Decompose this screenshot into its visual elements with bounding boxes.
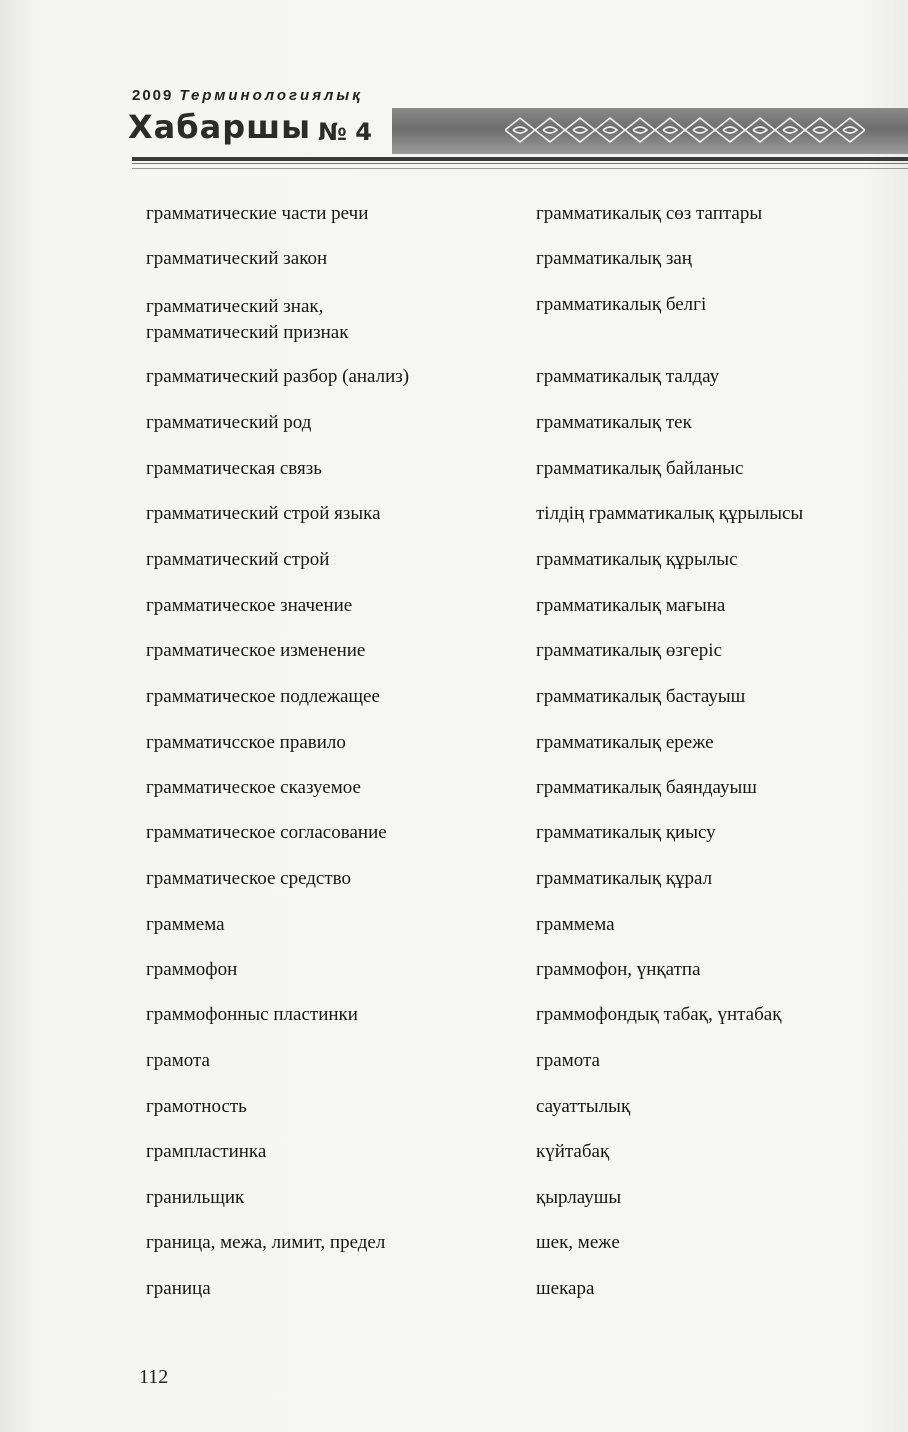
header-rule-thin bbox=[132, 168, 908, 169]
entry-ru: грамматический знак, грамматический признак bbox=[146, 296, 349, 343]
entry-kz: граммофондық табақ, үнтабақ bbox=[536, 1004, 782, 1025]
entry-ru: граница bbox=[146, 1278, 211, 1299]
entry-ru: грамота bbox=[146, 1050, 210, 1071]
entry-ru: гранильщик bbox=[146, 1187, 245, 1208]
entry-kz: грамматикалық бастауыш bbox=[536, 686, 746, 707]
entry-kz: тілдің грамматикалық құрылысы bbox=[536, 503, 804, 524]
entry-kz: грамматикалық құрылыс bbox=[536, 549, 738, 570]
journal-year: 2009 bbox=[132, 87, 174, 104]
entry-ru: грамматический закон bbox=[146, 248, 328, 269]
header-rule-thick bbox=[132, 157, 908, 161]
entry-kz: грамматикалық тек bbox=[536, 412, 692, 433]
entry-ru: граммема bbox=[146, 914, 225, 935]
header-ornament bbox=[505, 110, 865, 150]
entry-kz: грамматикалық талдау bbox=[536, 366, 720, 387]
entry-ru: грамотность bbox=[146, 1096, 247, 1117]
entry-ru: грамматический род bbox=[146, 412, 312, 433]
entry-kz: грамматикалық белгі bbox=[536, 294, 707, 315]
entry-kz: грамматикалық қиысу bbox=[536, 822, 716, 843]
journal-title: Хабаршы bbox=[128, 108, 312, 146]
entry-kz: шек, межe bbox=[536, 1232, 620, 1253]
entry-kz: грамматикалық ереже bbox=[536, 732, 714, 753]
entry-ru: грамматическое подлежащее bbox=[146, 686, 380, 707]
entry-ru: грамматическое согласование bbox=[146, 822, 387, 843]
entry-ru: грамматический строй bbox=[146, 549, 330, 570]
entry-ru: граммофонныс пластинки bbox=[146, 1004, 358, 1025]
entry-kz: грамматикалық өзгеріс bbox=[536, 640, 723, 661]
journal-issue: № 4 bbox=[318, 118, 372, 146]
entry-ru: грамматичсское правило bbox=[146, 732, 346, 753]
entry-kz: грамматикалық мағына bbox=[536, 595, 726, 616]
entry-kz: граммофон, үнқатпа bbox=[536, 959, 701, 980]
journal-year-line bbox=[132, 87, 363, 104]
entry-ru: грамматическое изменение bbox=[146, 640, 366, 661]
entry-ru: грамматическая связь bbox=[146, 458, 322, 479]
entry-ru: грампластинка bbox=[146, 1141, 267, 1162]
entry-ru: грамматическое значение bbox=[146, 595, 353, 616]
entry-kz: қырлаушы bbox=[536, 1187, 622, 1208]
entry-kz: грамматикалық баяндауыш bbox=[536, 777, 757, 798]
entry-kz: грамматикалық сөз таптары bbox=[536, 203, 763, 224]
entry-ru: грамматический разбор (анализ) bbox=[146, 366, 410, 387]
entry-kz: шекара bbox=[536, 1278, 595, 1299]
journal-name-small: Терминологиялық bbox=[179, 87, 363, 104]
entry-ru: граммофон bbox=[146, 959, 238, 980]
entry-kz: грамматикалық заң bbox=[536, 248, 692, 269]
entry-kz: сауаттылық bbox=[536, 1096, 631, 1117]
page-number: 112 bbox=[139, 1366, 169, 1388]
entry-ru: грамматические части речи bbox=[146, 203, 369, 224]
entry-kz: грамматикалық байланыс bbox=[536, 458, 744, 479]
entry-ru: грамматический строй языка bbox=[146, 503, 381, 524]
header-rule-thin bbox=[132, 163, 908, 164]
entry-ru: грамматическое средство bbox=[146, 868, 351, 889]
entry-ru: грамматическое сказуемое bbox=[146, 777, 361, 798]
entry-ru: граница, межа, лимит, предел bbox=[146, 1232, 386, 1253]
entry-kz: грамматикалық құрал bbox=[536, 868, 713, 889]
entry-kz: күйтабақ bbox=[536, 1141, 610, 1162]
entry-kz: граммема bbox=[536, 914, 615, 935]
entry-kz: грамота bbox=[536, 1050, 600, 1071]
